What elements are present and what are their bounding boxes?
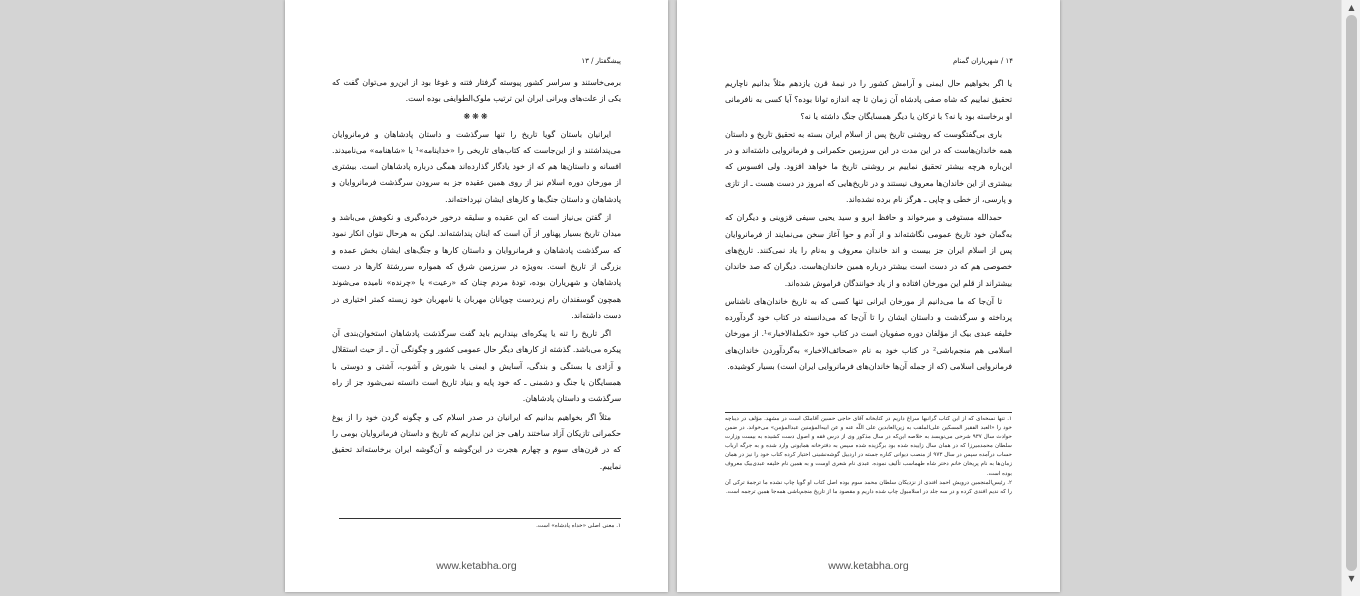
page-13 [285,0,668,592]
page-body [725,76,1012,377]
paragraph: مثلاً اگر بخواهیم بدانیم که ایرانیان در صدر اسلام کی و چگونه گردن خود را از یوغ حکمرانی تازیکان آزاد ساختند راهی جز این نداریم که تاریخ و داستان فرمانروایان بومی را که در قرن‌های سوم و چهارم هجرت در این‌گوشه و آن‌گوشه ایران برخاسته‌اند تحقیق نماییم. [332,412,621,471]
footnote-divider [725,412,1012,413]
running-header: ۱۴ / شهریاران گمنام [952,57,1013,65]
paragraph: یا اگر بخواهیم حال ایمنی و آرامش کشور را در نیمهٔ قرن یازدهم مثلاً بدانیم ناچاریم تحقیق نماییم که شاه صفی پادشاه آن زمان تا چه اندازه توانا بوده؟ آیا کسی به نافرمانی او برخاسته بود یا نه؟ با ترکان یا دیگر همسایگان جنگ داشته یا نه؟ [725,79,1012,121]
paragraph: برمی‌خاستند و سراسر کشور پیوسته گرفتار فتنه و غوغا بود از این‌رو می‌توان گفت که یکی از علت‌های ویرانی ایران این ترتیب ملوک‌الطوایفی بوده است. [332,78,621,104]
running-header: پیشگفتار / ۱۳ [581,57,621,65]
scroll-thumb[interactable] [1346,15,1357,571]
paragraph: ایرانیان باستان گویا تاریخ را تنها سرگذشت و داستان پادشاهان و فرمانروایان می‌پنداشتند و از این‌جاست که کتاب‌های تاریخی را «خداینامه»¹ یا «شاهنامه» می‌نامیدند. افسانه و داستان‌ها هم که از خود یادگار گذارده‌اند همگی درباره پادشاهان است. بیشتری از مورخان دوره اسلام نیز از روی همین عقیده جز به سرودن سرگذشت فرمانروایان و پادشاهان و داستان جنگ‌ها و کارهای ایشان نپرداخته‌اند. [332,129,621,204]
footnote: ۲. رئیس‌المنجمین درویش احمد افندی از نزدیکان سلطان محمد سوم بوده اصل کتاب او گویا چاپ نشده ما ترجمهٔ ترکی آن را که ندیم افندی کرده و در سه جلد در اسلامبول چاپ شده داریم و مقصود ما از تاریخ منجم‌باشی همه‌جا همین ترجمه است. [725,479,1012,495]
page-14 [677,0,1060,592]
footnote: ۱. تنها نسخه‌ای که از این کتاب گرانبها سراغ داریم در کتابخانه آقای حاجی حسین آقاملک است در مشهد. مؤلف در دیباچه خود را «العبد الفقیر المسکین علی‌الملقب به زین‌العابدین علی اللّه عنه و عن ابیه‌المؤمنین عبدالمؤمن» می‌خواند. در ضمن حوادث سال ۹۳۷ شرحی می‌نویسد به خلاصه این‌که در سال مذکور وی از درس فقه و اصول دست کشیده به بیست وزارت سلطان محمدمیرزا که در همان سال زاییده شده بود برگزیده شده سپس به دفترخانه همایونی وارد شده و به جرگه ارباب حساب درآمده سپس در سال ۹۷۳ از منصب دیوانی کناره جسته در اردبیل گوشه‌نشینی اختیار کرده کتاب خود را نیز در همان زمان‌ها به نام پریخان خانم دختر شاه طهماسب تألیف نموده. عبدی نام شعری اوست و به همین نام خلیفه عبدی‌بیک معروف بوده است. [725,416,1012,477]
scroll-down-arrow-icon[interactable]: ▼ [1348,574,1355,583]
section-separator: ❋❋❋ [463,111,490,121]
paragraph: باری بی‌گفتگوست که روشنی تاریخ پس از اسلام ایران بسته به تحقیق تاریخ و داستان همه خاندان‌هاست که در این مدت در این سرزمین حکمرانی و فرمانروایی داشته‌اند و در این‌باره هرچه بیشتر تحقیق نماییم بر روشنی تاریخ ما خواهد افزود. ولی افسوس که بیشتری از این خاندان‌ها معروف نیستند و در تاریخ‌هایی که امروز در دست هست ـ از تازی و پارسی، از خطی و چاپی ـ هرگز نام برده نشده‌اند. [725,129,1012,205]
page-body [332,75,621,477]
watermark-url: www.ketabha.org [828,560,909,572]
vertical-scrollbar[interactable] [1341,0,1360,596]
watermark-url: www.ketabha.org [436,560,517,572]
footnotes [332,522,621,531]
paragraph: حمدالله مستوفی و میرخواند و حافظ ابرو و سید یحیی سیفی قزوینی و دیگران که به‌گمان خود تاریخ عمومی نگاشته‌اند و از آدم و حوا آغاز سخن می‌نمایند از فرمانروایان پس از اسلام ایران جز بیست و اند خاندان معروف و به‌نام را یاد نمی‌کنند. تاریخ‌های خصوصی هم که در دست است بیشتر درباره همین خاندان‌هاست. دیگران که صد خاندان بیشتراند از قلم این مورخان افتاده و از یاد خوانندگان فراموش شده‌اند. [725,213,1012,288]
paragraph: از گفتن بی‌نیاز است که این عقیده و سلیقه درخور خرده‌گیری و نکوهش می‌باشد و میدان تاریخ بسیار پهناور از آن است که اینان پنداشته‌اند. لیکن به هرحال نتوان انکار نمود که سرگذشت پادشاهان و فرمانروایان و داستان کارها و جنگ‌های ایشان بخش عمده و بزرگی از تاریخ است. به‌ویژه در سرزمین شرق که همواره سررشتهٔ کارها در دست پادشاهان و شهریاران بوده، تودهٔ مردم چنان که «رعیت» یا «چرنده» نامیده می‌شوند همچون گوسفندان رام زیردست چوپانان مهربان یا نامهربان خود زیسته کمتر اختیاری در دست داشته‌اند. [332,213,621,320]
footnote-divider [339,518,621,519]
footnotes [725,415,1012,497]
scroll-up-arrow-icon[interactable]: ▲ [1348,3,1355,12]
paragraph: اگر تاریخ را تنه یا پیکره‌ای بپنداریم باید گفت سرگذشت پادشاهان استخوان‌بندی آن پیکره می‌باشد. گذشته از کارهای دیگر حال عمومی کشور و چگونگی آن ـ از حیث استقلال و آزادی یا بستگی و بندگی، آسایش و ایمنی یا شورش و آشوب، آشتی و دوستی با همسایگان یا جنگ و دشمنی ـ که خود پایه و بنیاد تاریخ است دانسته نمی‌شود جز از راه سرگذشت و داستان پادشاهان. [332,329,621,404]
footnote: ۱. معنی اصلی «خداه پادشاه» است. [536,523,621,529]
paragraph: تا آن‌جا که ما می‌دانیم از مورخان ایرانی تنها کسی که به تاریخ خاندان‌های ناشناس پرداخته و سرگذشت و داستان ایشان را تا آن‌جا که می‌دانسته در کتاب خود گردآورده خلیفه عبدی بیک از مؤلفان دوره صفویان است در کتاب خود «تکملة‌الاخبار»¹. از مورخان اسلامی هم منجم‌باشی² در کتاب خود به نام «صحائف‌الاخبار» به‌گردآوردن خاندان‌های فرمانروایی اسلامی (که از جمله آن‌ها خاندان‌های فرمانروایی ایران است) بسیار کوشیده. [725,296,1012,372]
